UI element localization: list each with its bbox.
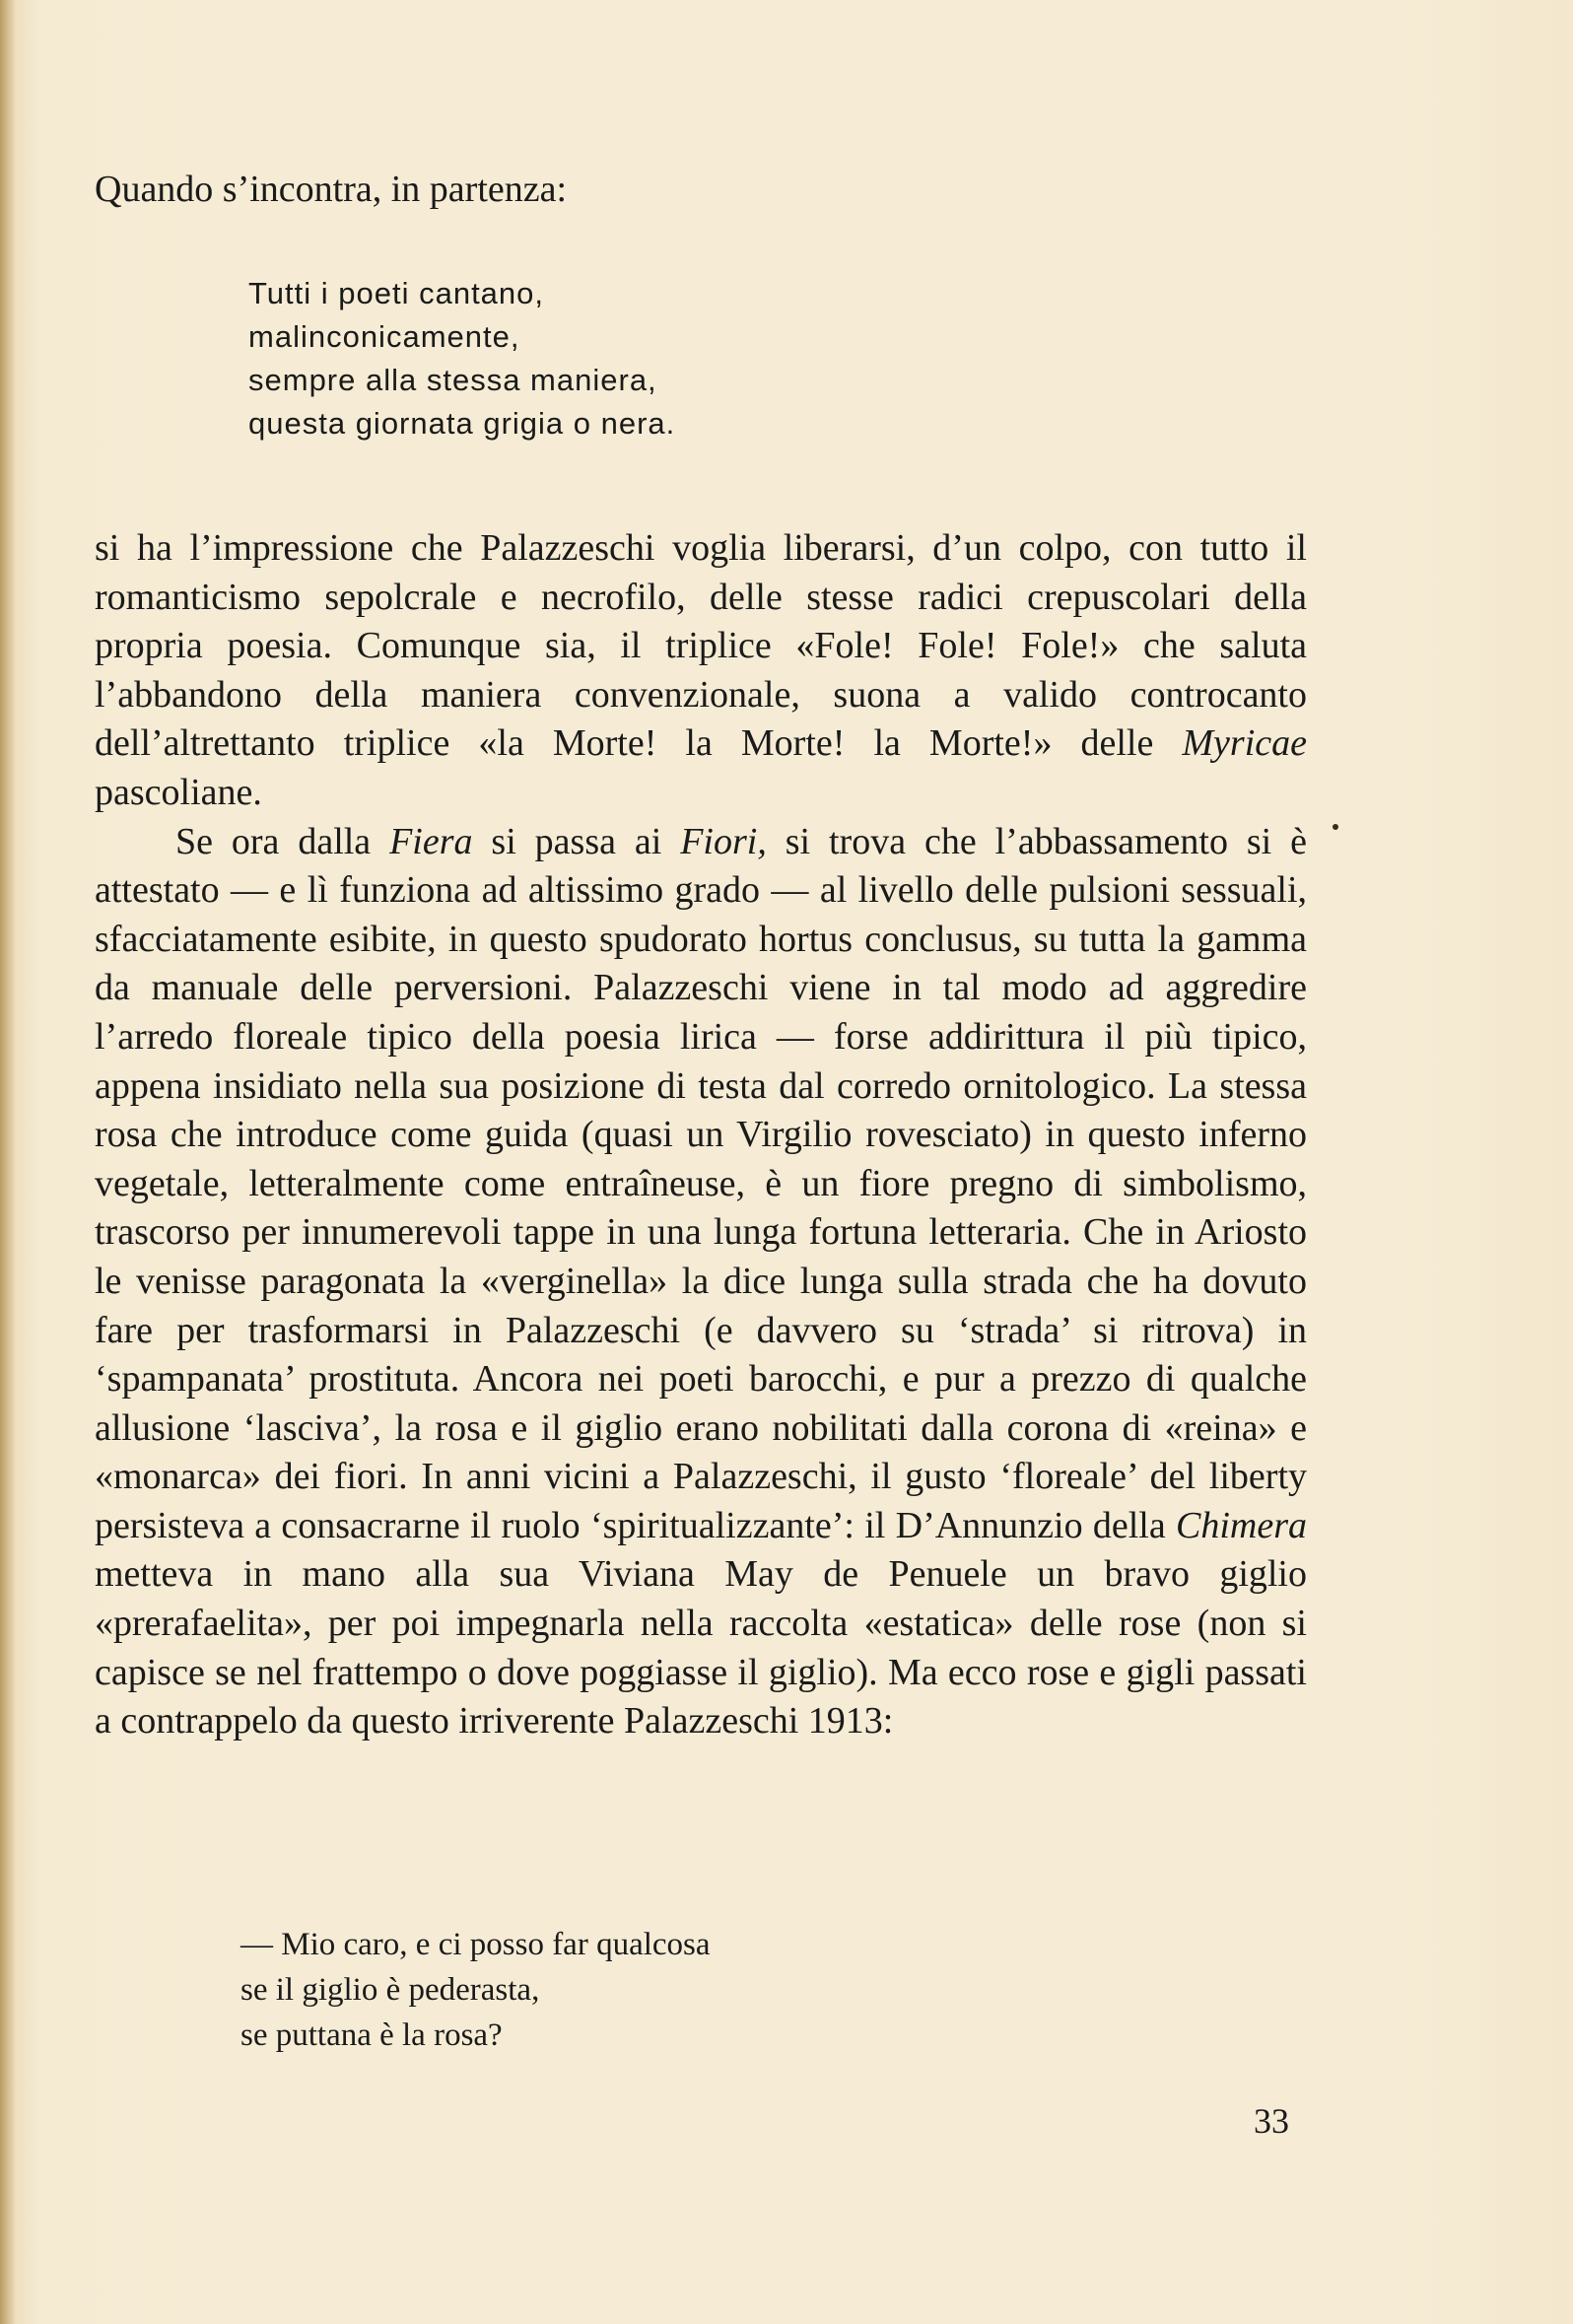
verse-line: se puttana è la rosa? (240, 2017, 503, 2053)
paragraph-2-text-c: si trova che l’abbassamento si è attestato — e lì funziona ad altissimo grado — al livello delle pulsioni sessuali, sfacciatamente esibite, in questo spudorato hortus conclusus, su tutta la gamma da manuale delle perversioni. Palazzeschi viene in tal modo ad aggredire l’arredo floreale tipico della poesia lirica — forse addirittura il più tipico, appena insidiato nella sua posizione di testa dal corredo ornitologico. La stessa rosa che introduce come guida (quasi un Virgilio rovesciato) in questo inferno vegetale, letteralmente come entraîneuse, è un fiore pregno di simbolismo, trascorso per innumerevoli tappe in una lunga fortuna letteraria. Che in Ariosto le venisse paragonata la «verginella» la dice lunga sulla strada che ha dovuto fare per trasformarsi in Palazzeschi (e davvero su ‘strada’ si ritrova) in ‘spampanata’ prostituta. Ancora nei poeti barocchi, e pur a prezzo di qualche allusione ‘lasciva’, la rosa e il giglio erano nobilitati dalla corona di «reina» e «monarca» dei fiori. In anni vicini a Palazzeschi, il gusto ‘floreale’ del liberty persisteva a consacrarne il ruolo ‘spiritualizzante’: il D’Annunzio della (95, 820, 1307, 1546)
binding-shadow (0, 0, 16, 2324)
paragraph-1 (95, 524, 1307, 818)
verse-line: sempre alla stessa maniera, (248, 363, 657, 397)
stray-ink-mark (1333, 824, 1338, 830)
verse-line: — Mio caro, e ci posso far qualcosa (240, 1927, 711, 1962)
italic-title-chimera: Chimera (1176, 1504, 1307, 1546)
verse-block-1 (248, 272, 675, 445)
page-number: 33 (1254, 2101, 1289, 2141)
paragraph-2-text-b: si passa ai (472, 820, 681, 862)
verse-line: se il giglio è pederasta, (240, 1972, 540, 2008)
verse-line: questa giornata grigia o nera. (248, 406, 676, 441)
verse-block-2 (240, 1922, 711, 2058)
italic-title-myricae: Myricae (1182, 722, 1307, 765)
paragraph-2-text-a: Se ora dalla (175, 820, 390, 862)
verse-line: Tutti i poeti cantano, (248, 276, 545, 310)
body-text (95, 524, 1307, 1746)
paragraph-2-text-d: metteva in mano alla sua Viviana May de Penuele un bravo giglio «prerafaelita», per poi impegnarla nella raccolta «estatica» delle rose (non si capisce se nel frattempo o dove poggiasse il giglio). Ma ecco rose e gigli passati a contrappelo da questo irriverente Palazzeschi 1913: (95, 1553, 1307, 1743)
italic-title-fiori: Fiori, (680, 820, 767, 862)
intro-line: Quando s’incontra, in partenza: (95, 169, 568, 210)
verse-line: malinconicamente, (248, 319, 520, 354)
paragraph-1-text-a: si ha l’impressione che Palazzeschi voglia liberarsi, d’un colpo, con tutto il romanticismo sepolcrale e necrofilo, delle stesse radici crepuscolari della propria poesia. Comunque sia, il triplice «Fole! Fole! Fole!» che saluta l’abbandono della maniera convenzionale, suona a valido controcanto dell’altrettanto triplice «la Morte! la Morte! la Morte!» delle (95, 527, 1307, 765)
paragraph-2 (95, 818, 1307, 1746)
paragraph-1-text-b: pascoliane. (95, 771, 262, 813)
italic-title-fiera: Fiera (389, 820, 473, 862)
